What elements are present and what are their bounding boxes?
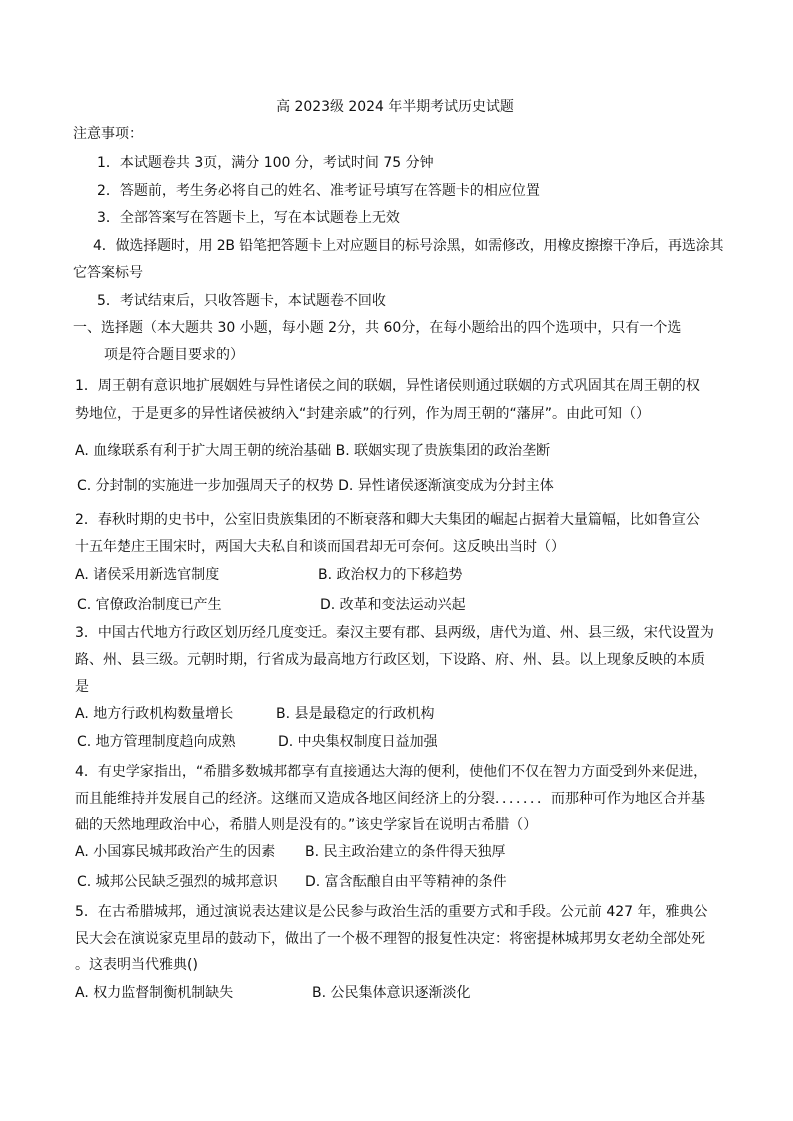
question-4-stem: 础的天然地理政治中心，希腊人则是没有的。”该史学家旨在说明古希腊（） (75, 817, 538, 833)
question-3-option-c: C. 地方管理制度趋向成熟 (77, 734, 236, 750)
question-5-option-b: B. 公民集体意识逐渐淡化 (312, 985, 471, 1001)
question-2-option-a: A. 诸侯采用新选官制度 (75, 567, 220, 583)
notice-item: 5．考试结束后，只收答题卡，本试题卷不回收 (97, 293, 386, 309)
question-1-stem: 1．周王朝有意识地扩展姻姓与异性诸侯之间的联姻，异性诸侯则通过联姻的方式巩固其在周王朝的权 (75, 378, 700, 394)
question-1-options-cd: C. 分封制的实施进一步加强周天子的权势 D. 异性诸侯逐渐演变成为分封主体 (77, 478, 554, 494)
question-3-stem: 3．中国古代地方行政区划历经几度变迁。秦汉主要有郡、县两级，唐代为道、州、县三级，宋代设置为 (75, 625, 714, 641)
question-5-option-a: A. 权力监督制衡机制缺失 (75, 985, 234, 1001)
question-5-stem: 民大会在演说家克里昂的鼓动下，做出了一个极不理智的报复性决定：将密提林城邦男女老幼全部处死 (75, 931, 705, 947)
question-3-option-a: A. 地方行政机构数量增长 (75, 706, 234, 722)
question-4-option-b: B. 民主政治建立的条件得天独厚 (305, 844, 506, 860)
question-5-stem: 5．在古希腊城邦，通过演说表达建议是公民参与政治生活的重要方式和手段。公元前 427 年，雅典公 (75, 904, 708, 920)
question-2-stem: 十五年楚庄王围宋时，两国大夫私自和谈而国君却无可奈何。这反映出当时（） (75, 539, 565, 555)
question-4-stem: 4．有史学家指出，“希腊多数城邦都享有直接通达大海的便利，使他们不仅在智力方面受到外来促进， (75, 764, 708, 780)
notice-heading: 注意事项： (73, 126, 143, 142)
question-2-option-d: D. 改革和变法运动兴起 (320, 597, 466, 613)
question-3-stem: 是 (75, 679, 89, 695)
question-4-option-a: A. 小国寡民城邦政治产生的因素 (75, 844, 276, 860)
notice-item-continued: 它答案标号 (73, 265, 143, 281)
question-1-stem: 势地位，于是更多的异性诸侯被纳入“封建亲戚”的行列，作为周王朝的“藩屏”。由此可知（） (75, 406, 651, 422)
question-4-option-d: D. 富含酝酿自由平等精神的条件 (305, 874, 507, 890)
question-2-stem: 2．春秋时期的史书中，公室旧贵族集团的不断衰落和卿大夫集团的崛起占据着大量篇幅，比如鲁宣公 (75, 512, 700, 528)
notice-item: 1．本试题卷共 3页，满分 100 分，考试时间 75 分钟 (97, 155, 434, 171)
question-1-options-ab: A. 血缘联系有利于扩大周王朝的统治基础 B. 联姻实现了贵族集团的政治垄断 (75, 443, 551, 459)
notice-item: 2．答题前，考生务必将自己的姓名、准考证号填写在答题卡的相应位置 (97, 183, 540, 199)
question-3-stem: 路、州、县三级。元朝时期，行省成为最高地方行政区划，下设路、府、州、县。以上现象反映的本质 (75, 652, 705, 668)
question-2-option-c: C. 官僚政治制度已产生 (77, 597, 222, 613)
section-heading-continued: 项是符合题目要求的） (104, 347, 244, 363)
exam-title: 高 2023级 2024 年半期考试历史试题 (276, 99, 514, 115)
question-5-stem: 。这表明当代雅典() (75, 957, 198, 973)
question-4-option-c: C. 城邦公民缺乏强烈的城邦意识 (77, 874, 278, 890)
question-2-option-b: B. 政治权力的下移趋势 (318, 567, 463, 583)
question-3-option-b: B. 县是最稳定的行政机构 (276, 706, 435, 722)
question-3-option-d: D. 中央集权制度日益加强 (278, 734, 438, 750)
section-heading: 一、选择题（本大题共 30 小题，每小题 2分，共 60分，在每小题给出的四个选项中，只有一个选 (73, 320, 682, 336)
notice-item: 3．全部答案写在答题卡上，写在本试题卷上无效 (97, 210, 400, 226)
notice-item: 4．做选择题时，用 2B 铅笔把答题卡上对应题目的标号涂黑，如需修改，用橡皮擦擦干净后，再选涂其 (93, 238, 724, 254)
question-4-stem: 而且能维持并发展自己的经济。这继而又造成各地区间经济上的分裂．．．．．．．而那种可作为地区合并基 (75, 791, 705, 807)
